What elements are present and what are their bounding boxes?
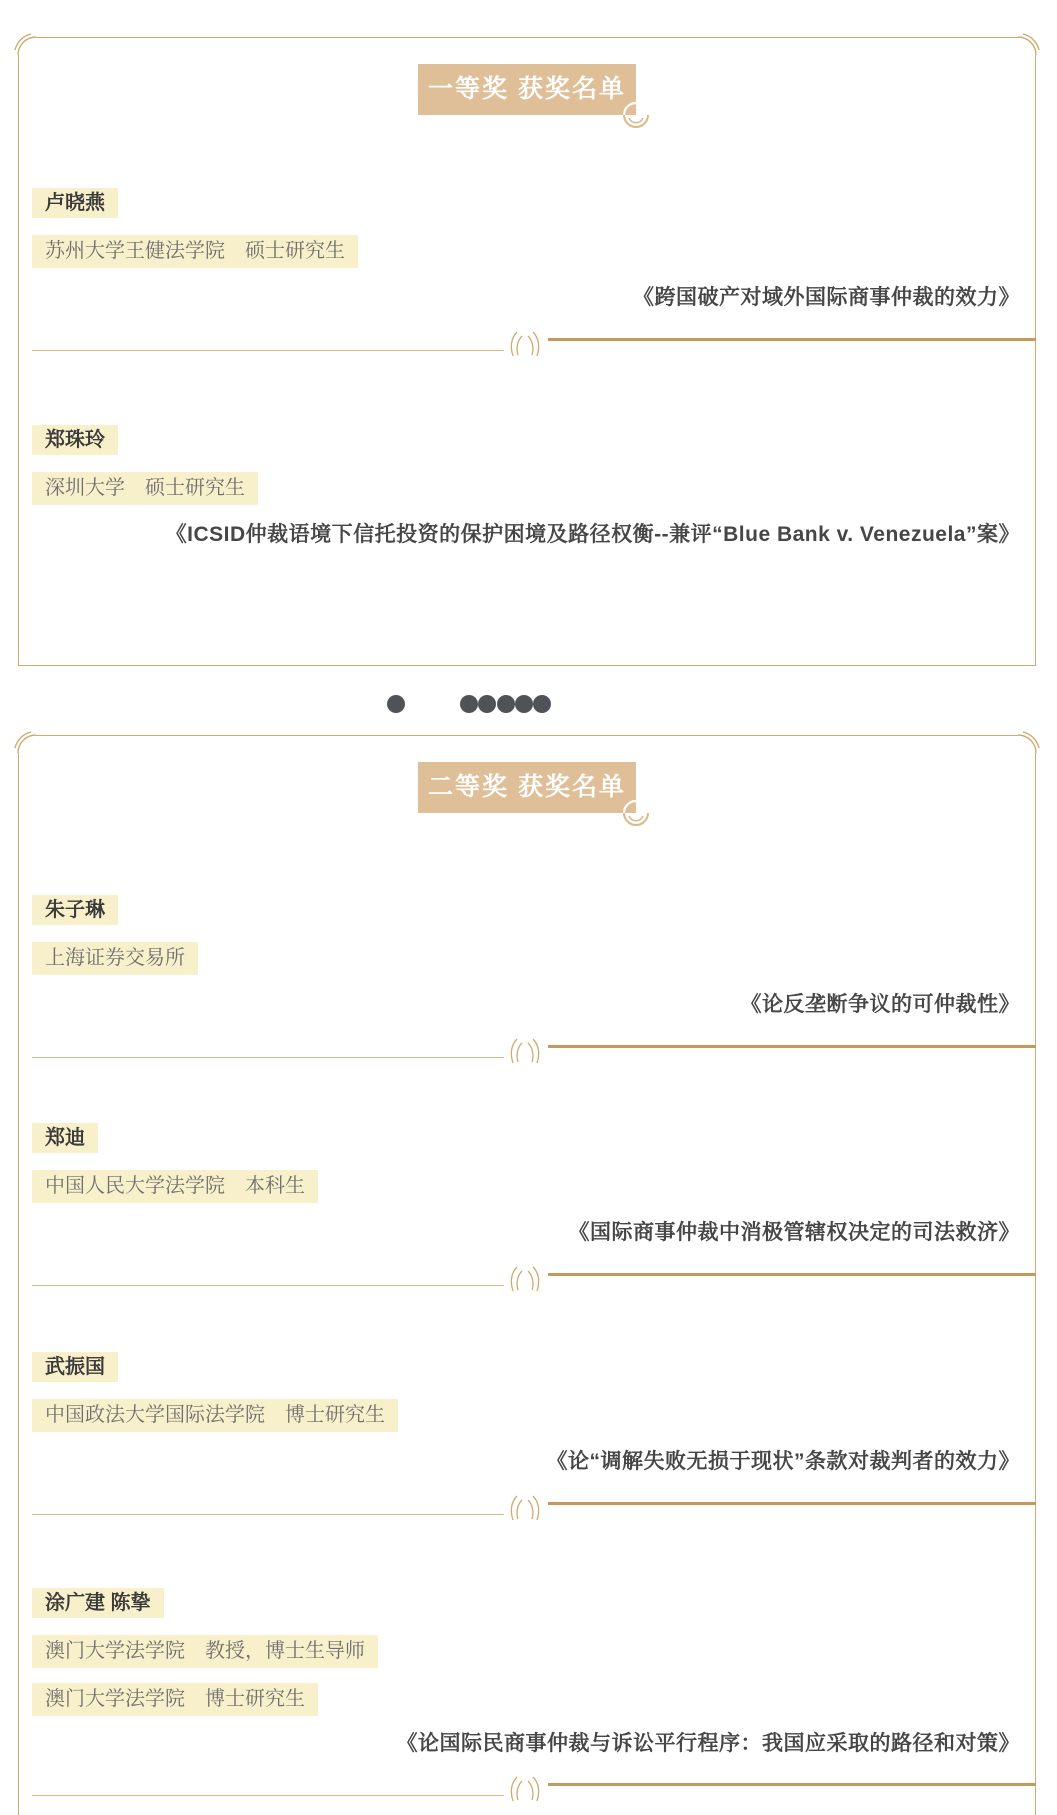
second-prize-badge [418, 762, 636, 813]
pagination-dot-icon [533, 695, 551, 713]
pagination-dot-icon [515, 695, 533, 713]
paper-title: 《论反垄断争议的可仲裁性》 [740, 993, 1020, 1016]
pagination-dot-icon [387, 695, 405, 713]
winner-entry [18, 425, 1036, 660]
winner-entry [18, 895, 1036, 1130]
divider-flourish-icon [502, 1494, 548, 1522]
badge-ring-icon [620, 99, 652, 131]
winner-name: 郑迪 [32, 1123, 98, 1153]
first-prize-badge [418, 64, 636, 115]
divider-thick-line [548, 338, 1036, 341]
paper-title: 《跨国破产对域外国际商事仲裁的效力》 [633, 286, 1020, 309]
corner-flourish-icon [14, 33, 54, 73]
entry-divider [18, 330, 1036, 360]
corner-flourish-icon [1000, 731, 1040, 771]
winner-entry [18, 188, 1036, 423]
divider-thin-line [32, 1795, 504, 1796]
winner-name: 朱子琳 [32, 895, 118, 925]
divider-thick-line [548, 1502, 1036, 1505]
winner-entry [18, 1123, 1036, 1358]
winner-affiliation: 中国政法大学国际法学院 博士研究生 [32, 1399, 398, 1432]
winner-name: 涂广建 陈挚 [32, 1588, 164, 1618]
winner-affiliation: 中国人民大学法学院 本科生 [32, 1170, 318, 1203]
winner-affiliation: 澳门大学法学院 教授，博士生导师 [32, 1635, 378, 1668]
winner-name: 郑珠玲 [32, 425, 118, 455]
pagination-dot-icon [478, 695, 496, 713]
corner-flourish-icon [1000, 33, 1040, 73]
winner-affiliation: 苏州大学王健法学院 硕士研究生 [32, 235, 358, 268]
first-prize-card [18, 37, 1036, 666]
winner-affiliation: 上海证券交易所 [32, 942, 198, 975]
winner-affiliation: 澳门大学法学院 博士研究生 [32, 1683, 318, 1716]
card-border-bottom [18, 665, 1036, 666]
divider-thick-line [548, 1273, 1036, 1276]
divider-thick-line [548, 1783, 1036, 1786]
winner-affiliation: 深圳大学 硕士研究生 [32, 472, 258, 505]
entry-divider [18, 1494, 1036, 1524]
divider-flourish-icon [502, 1037, 548, 1065]
divider-thin-line [32, 350, 504, 351]
divider-flourish-icon [502, 1775, 548, 1803]
paper-title: 《论“调解失败无损于现状”条款对裁判者的效力》 [546, 1450, 1020, 1473]
entry-divider [18, 1265, 1036, 1295]
badge-label: 一等奖 获奖名单 [428, 75, 626, 103]
badge-ring-icon [620, 797, 652, 829]
divider-flourish-icon [502, 330, 548, 358]
winner-entry [18, 1352, 1036, 1587]
second-prize-card [18, 735, 1036, 1815]
pagination-dot-icon [460, 695, 478, 713]
corner-flourish-icon [14, 731, 54, 771]
entry-divider [18, 1037, 1036, 1067]
winner-entry [18, 1588, 1036, 1815]
divider-flourish-icon [502, 1265, 548, 1293]
divider-thin-line [32, 1285, 504, 1286]
paper-title: 《论国际民商事仲裁与诉讼平行程序：我国应采取的路径和对策》 [396, 1732, 1020, 1755]
card-border-top [36, 37, 1018, 38]
paper-title: 《ICSID仲裁语境下信托投资的保护困境及路径权衡--兼评“Blue Bank v. Venezuela”案》 [165, 523, 1020, 546]
divider-thin-line [32, 1514, 504, 1515]
entry-divider [18, 1775, 1036, 1805]
divider-thin-line [32, 1057, 504, 1058]
paper-title: 《国际商事仲裁中消极管辖权决定的司法救济》 [568, 1221, 1020, 1244]
winner-name: 武振国 [32, 1352, 118, 1382]
winner-name: 卢晓燕 [32, 188, 118, 218]
badge-label: 二等奖 获奖名单 [428, 773, 626, 801]
pagination-dot-icon [497, 695, 515, 713]
card-border-top [36, 735, 1018, 736]
divider-thick-line [548, 1045, 1036, 1048]
